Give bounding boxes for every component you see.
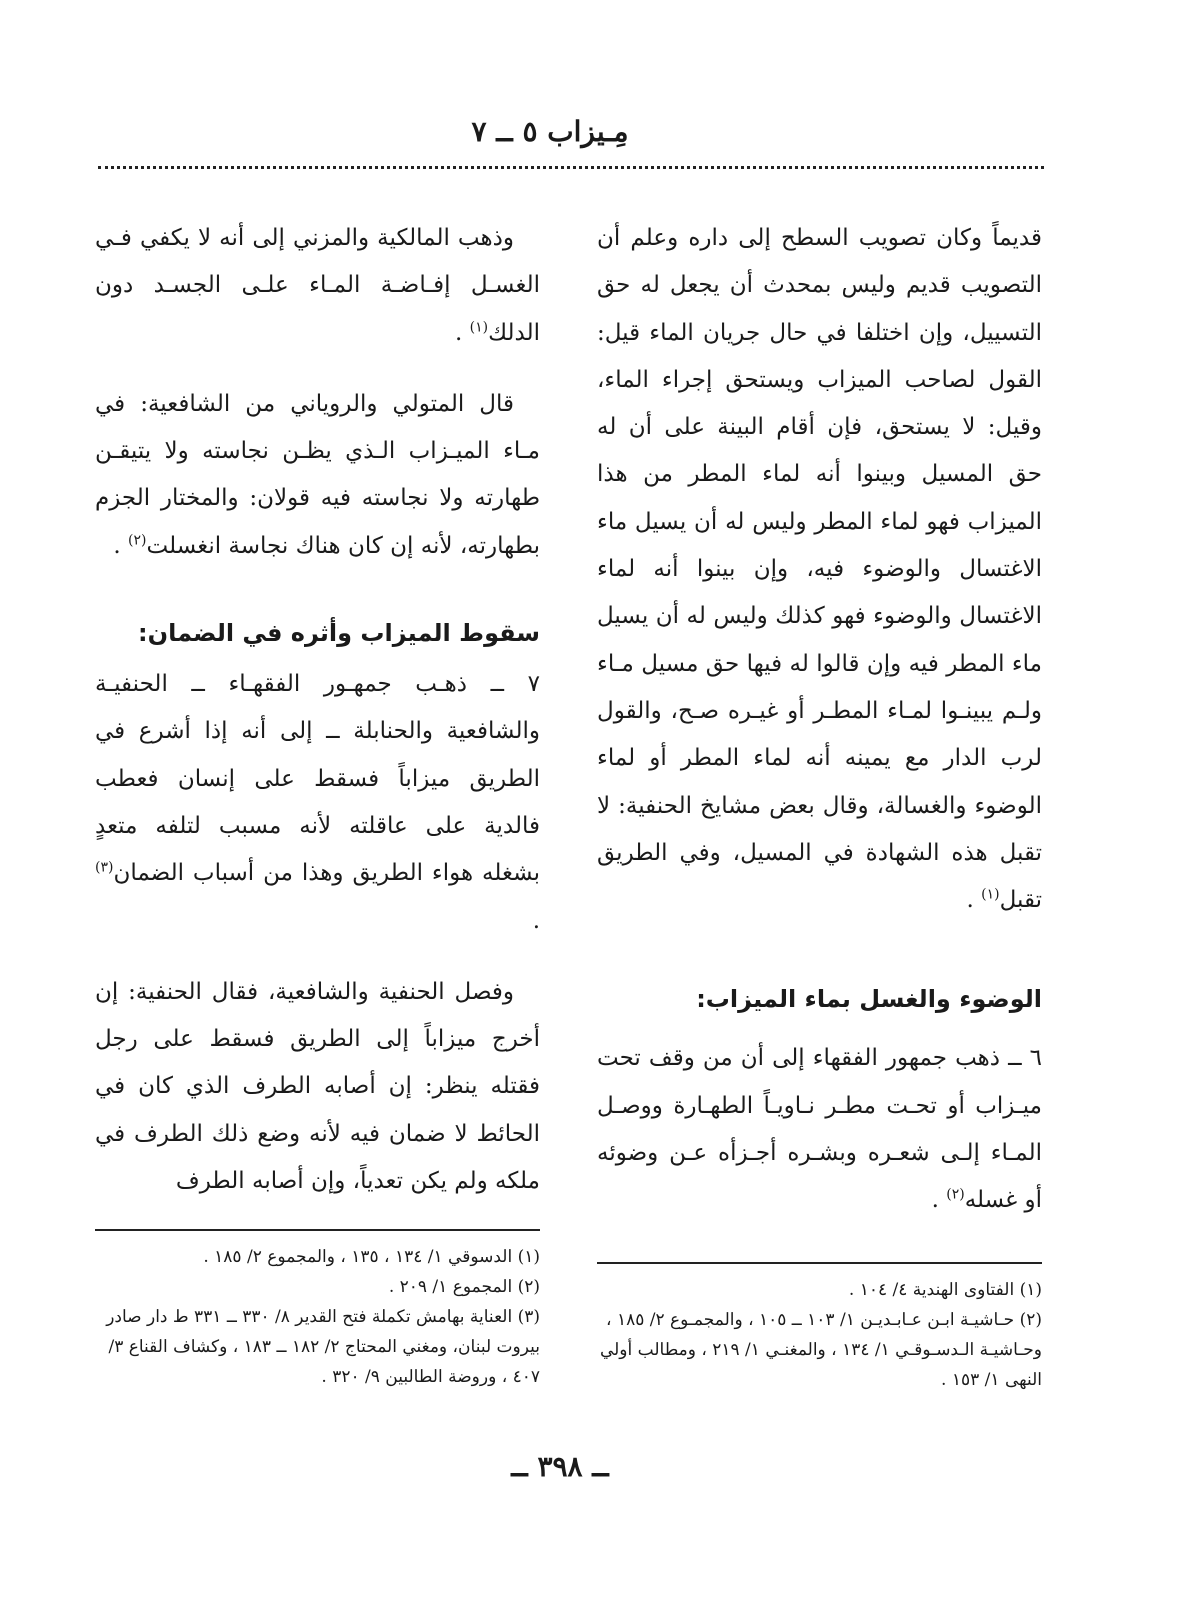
- footnote-item: (١) الفتاوى الهندية ٤/ ١٠٤ .: [848, 1280, 1042, 1300]
- right-p1-text: قديماً وكان تصويب السطح إلى داره وعلم أن التصويب قديم وليس بمحدث أن يجعل له حق التسييل، وإن اختلفا في حال جريان الماء قيل: القول لصاحب الميزاب ويستحق إجراء الماء، وقيل: لا يستحق، فإن أقام البينة على أن له حق المسيل وبينوا أنه لماء المطر من هذا الميزاب فهو لماء المطر وليس له أن يسيل ماء الاغتسال والوضوء فيه، وإن بينوا أنه لماء الاغتسال والوضوء فهو كذلك وليس له أن يسيل ماء المطر فيه وإن قالوا له فيها حق مسيل مـاء ولـم يبينـوا لمـاء المطـر أو غيـره صـح، والقول لرب الدار مع يمينه أنه لماء المطر أو لماء الوضوء والغسالة، وقال بعض مشايخ الحنفية: لا تقبل هذه الشهادة في المسيل، وفي الطريق تقبل: [597, 225, 1042, 914]
- footnote-ref: (١): [981, 886, 1000, 903]
- right-p2-end: .: [931, 1187, 939, 1214]
- left-paragraph-2: [95, 381, 540, 570]
- footnote-item: (٣) العناية بهامش تكملة فتح القدير ٨/ ٣٣٠ ــ ٣٣١ ط دار صادر بيروت لبنان، ومغني المحتاج ٢/ ١٨٢ ــ ١٨٣ ، وكشاف القناع ٣/ ٤٠٧ ، وروضة الطالبين ٩/ ٣٢٠ .: [106, 1307, 540, 1387]
- right-column: [597, 215, 1042, 1225]
- footnote-ref: (٢): [128, 532, 147, 549]
- page-number: ــ ٣٩٨ ــ: [511, 1450, 609, 1483]
- footnote-rule-right: [597, 1262, 1042, 1264]
- footnote-item: (٢) المجموع ١/ ٢٠٩ .: [388, 1277, 540, 1297]
- left-p3-end: .: [532, 907, 540, 934]
- footnote-item: (١) الدسوقي ١/ ١٣٤ ، ١٣٥ ، والمجموع ٢/ ١٨٥ .: [203, 1247, 540, 1267]
- footnote-ref: (٣): [95, 859, 114, 876]
- footnotes-left: [95, 1242, 540, 1392]
- left-column: [95, 215, 540, 1205]
- left-paragraph-3: [95, 661, 540, 945]
- footnotes-right: [597, 1275, 1042, 1395]
- right-p2-text: ٦ ــ ذهب جمهور الفقهاء إلى أن من وقف تحت ميـزاب أو تحـت مطـر نـاويـاً الطهـارة ووصـل المـاء إلـى شعـره وبشـره أجـزأه عـن وضوئه أو غسله: [597, 1045, 1042, 1214]
- left-paragraph-1: [95, 215, 540, 357]
- left-paragraph-4: وفصل الحنفية والشافعية، فقال الحنفية: إن أخرج ميزاباً إلى الطريق فسقط على رجل فقتله ينظر: إن أصابه الطرف الذي كان في الحائط لا ضمان فيه لأنه وضع ذلك الطرف في ملكه ولم يكن تعدياً، وإن أصابه الطرف: [95, 978, 540, 1195]
- right-paragraph-2: [597, 1035, 1042, 1224]
- section-heading-liability: سقوط الميزاب وأثره في الضمان:: [138, 619, 540, 648]
- section-heading-ablution: الوضوء والغسل بماء الميزاب:: [696, 985, 1042, 1014]
- right-p1-end: .: [966, 887, 974, 914]
- footnote-item: (٢) حـاشيـة ابـن عـابـديـن ١/ ١٠٣ ــ ١٠٥ ، والمجمـوع ٢/ ١٨٥ ، وحـاشيـة الـدسـوقـي ١/ ١٣٤ ، والمغنـي ١/ ٢١٩ ، ومطالب أولي النهى ١/ ١٥٣ .: [599, 1310, 1042, 1390]
- right-paragraph-1: [597, 215, 1042, 924]
- running-title: مِـيزاب ٥ ــ ٧: [471, 115, 629, 148]
- footnote-ref: (١): [469, 318, 489, 335]
- footnote-rule-left: [95, 1229, 540, 1231]
- left-p2-text: قال المتولي والروياني من الشافعية: في مـاء الميـزاب الـذي يظـن نجاسته ولا يتيقـن طهارته ولا نجاسته فيه قولان: والمختار الجزم بطهارته، لأنه إن كان هناك نجاسة انغسلت: [95, 390, 540, 559]
- footnote-ref: (٢): [946, 1186, 965, 1203]
- left-p3-text: ٧ ــ ذهـب جمهـور الفقهـاء ــ الحنفيـة والشافعية والحنابلة ــ إلى أنه إذا أشرع في الطريق ميزاباً فسقط على إنسان فعطب فالدية على عاقلته لأنه مسبب لتلفه متعدٍ بشغله هواء الطريق وهذا من أسباب الضمان: [95, 671, 540, 887]
- left-p2-end: .: [113, 532, 121, 559]
- left-p1-text: وذهب المالكية والمزني إلى أنه لا يكفي فـي الغسـل إفـاضـة المـاء علـى الجسـد دون الدلك: [95, 225, 540, 346]
- header-dotted-rule: [98, 166, 1044, 169]
- left-p1-end: .: [455, 319, 463, 346]
